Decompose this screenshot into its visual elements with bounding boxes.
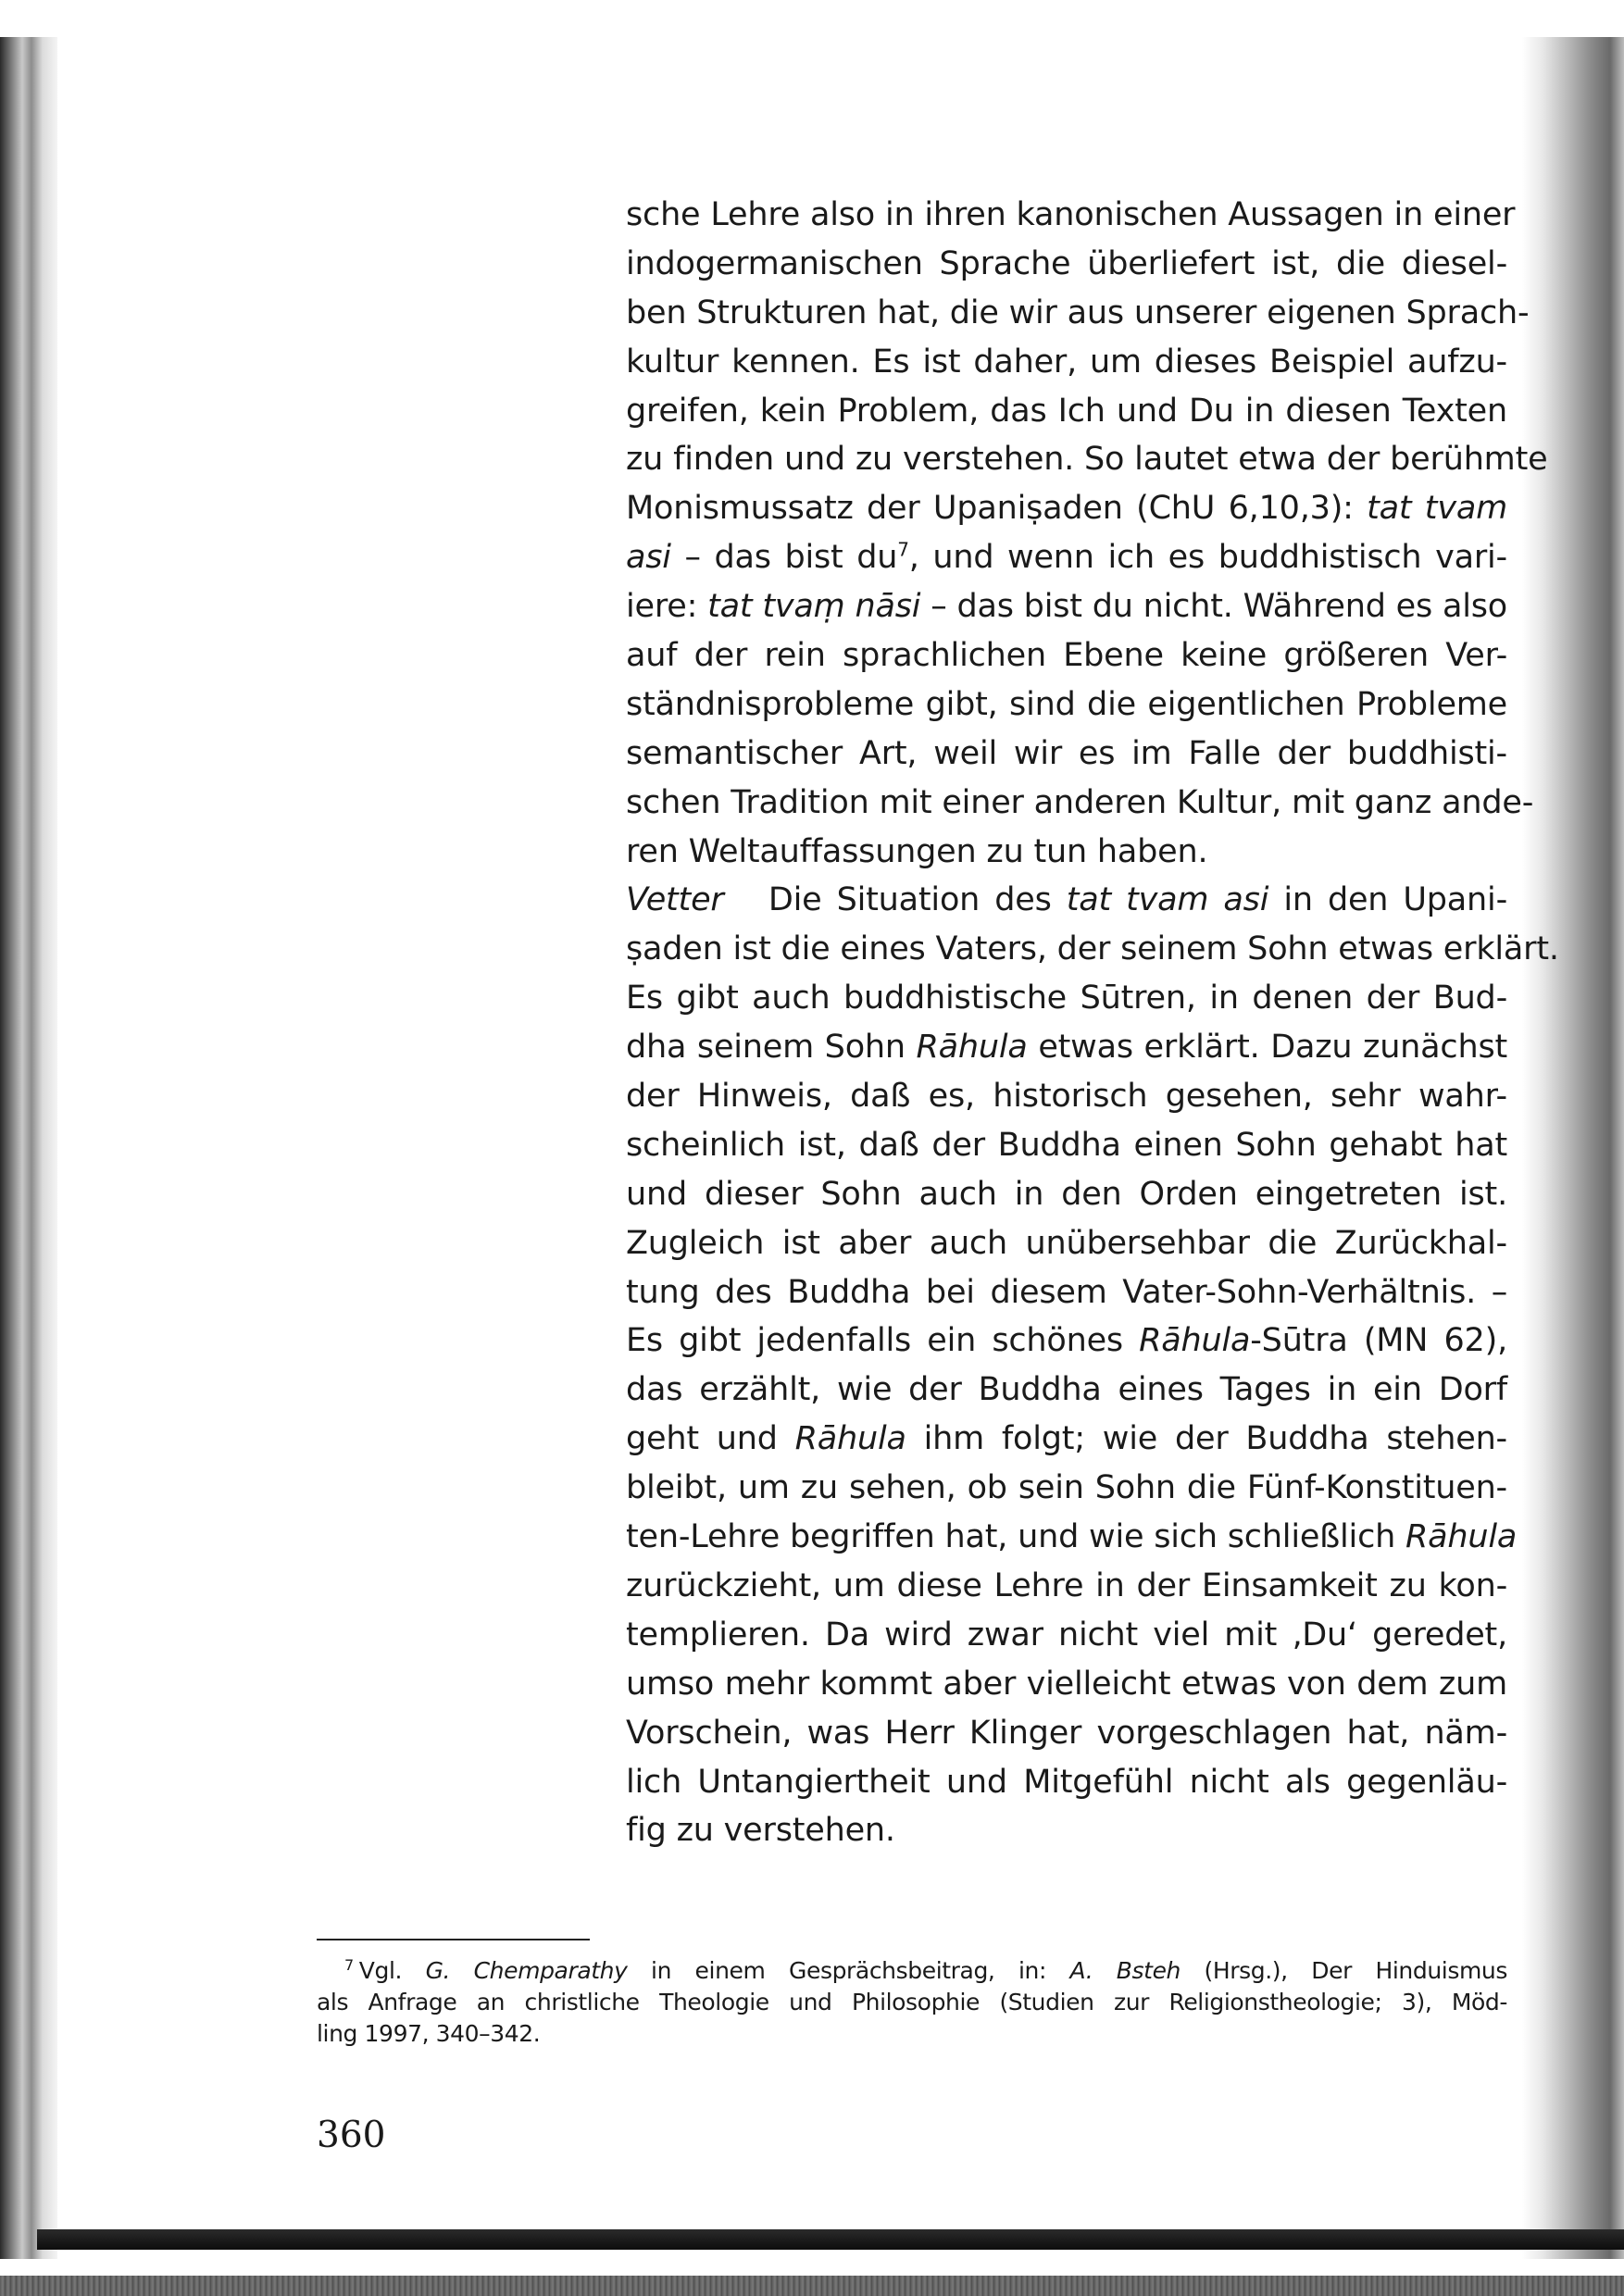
text-line: auf der rein sprachlichen Ebene keine größeren Ver-	[626, 637, 1507, 675]
italic-phrase: Rāhula	[916, 1029, 1028, 1067]
footnote-reference: 7	[897, 538, 909, 561]
text-line: kultur kennen. Es ist daher, um dieses Beispiel aufzu-	[626, 343, 1507, 381]
scan-edge-right	[1522, 37, 1624, 2259]
text-line: Vetter Die Situation des tat tvam asi in den Upani-	[626, 881, 1507, 919]
italic-phrase: tat tvam asi	[1066, 881, 1269, 919]
text-line: zu finden und zu verstehen. So lautet etwa der berühmte	[626, 441, 1548, 479]
text-line: Es gibt auch buddhistische Sūtren, in denen der Bud-	[626, 980, 1507, 1017]
text-line: ständnisprobleme gibt, sind die eigentlichen Probleme	[626, 685, 1507, 723]
speaker-name: Vetter	[626, 881, 724, 919]
text-line: Monismussatz der Upaniṣaden (ChU 6,10,3): tat tvam	[626, 490, 1507, 528]
italic-phrase: Rāhula	[1139, 1322, 1251, 1360]
scan-bottom-strip	[0, 2276, 1624, 2296]
footnote-separator	[317, 1939, 590, 1940]
footnote-line: $^7$ Vgl. G. Chemparathy in einem Gesprächsbeitrag, in: A. Bsteh (Hrsg.), Der Hinduismus	[344, 1955, 1507, 1984]
italic-phrase: asi	[626, 539, 671, 577]
text-line: geht und Rāhula ihm folgt; wie der Buddha stehen-	[626, 1420, 1507, 1458]
footnote-line: ling 1997, 340–342.	[317, 2020, 541, 2047]
author-name: A. Bsteh	[1069, 1957, 1181, 1984]
text-line: asi – das bist $du^7$, und wenn ich es buddhistisch vari-	[626, 538, 1507, 577]
text-line: Zugleich ist aber auch unübersehbar die Zurückhal-	[626, 1224, 1507, 1262]
footnote-marker: 7	[344, 1955, 354, 1974]
page-number: 360	[317, 2115, 386, 2156]
text-line: iere: tat tvaṃ nāsi – das bist du nicht. Während es also	[626, 588, 1507, 626]
text-line: tung des Buddha bei diesem Vater-Sohn-Verhältnis. –	[626, 1273, 1507, 1311]
text-line: indogermanischen Sprache überliefert ist, die diesel-	[626, 244, 1507, 282]
text-line: sche Lehre also in ihren kanonischen Aussagen in einer	[626, 196, 1516, 233]
footnote-line: als Anfrage an christliche Theologie und Philosophie (Studien zur Religionstheologie; 3), Möd-	[317, 1989, 1507, 2015]
text-line: ṣaden ist die eines Vaters, der seinem Sohn etwas erklärt.	[626, 930, 1559, 968]
scan-bottom-shadow	[37, 2229, 1624, 2250]
text-line: und dieser Sohn auch in den Orden eingetreten ist.	[626, 1175, 1507, 1213]
text-line: scheinlich ist, daß der Buddha einen Sohn gehabt hat	[626, 1126, 1507, 1164]
text-line: bleibt, um zu sehen, ob sein Sohn die Fünf-Konstituen-	[626, 1469, 1507, 1507]
text-line: lich Untangiertheit und Mitgefühl nicht als gegenläu-	[626, 1763, 1507, 1801]
text-line: das erzählt, wie der Buddha eines Tages in ein Dorf	[626, 1371, 1507, 1409]
text-line: templieren. Da wird zwar nicht viel mit ‚Du‘ geredet,	[626, 1616, 1507, 1653]
text-line: Es gibt jedenfalls ein schönes Rāhula-Sūtra (MN 62),	[626, 1322, 1507, 1360]
text-line: der Hinweis, daß es, historisch gesehen, sehr wahr-	[626, 1078, 1507, 1116]
text-line: ten-Lehre begriffen hat, und wie sich schließlich Rāhula	[626, 1518, 1518, 1556]
italic-phrase: tat tvaṃ nāsi	[707, 588, 921, 626]
main-text-block	[626, 191, 1559, 1855]
italic-phrase: Rāhula	[794, 1420, 906, 1458]
scan-edge-left	[0, 37, 57, 2259]
text-line: ben Strukturen hat, die wir aus unserer eigenen Sprach-	[626, 293, 1530, 331]
text-line: semantischer Art, weil wir es im Falle der buddhisti-	[626, 734, 1507, 772]
text-line: zurückzieht, um diese Lehre in der Einsamkeit zu kon-	[626, 1566, 1507, 1604]
author-name: G. Chemparathy	[425, 1957, 628, 1984]
text-line: dha seinem Sohn Rāhula etwas erklärt. Dazu zunächst	[626, 1029, 1508, 1067]
text-line: schen Tradition mit einer anderen Kultur, mit ganz ande-	[626, 783, 1534, 821]
text-line: fig zu verstehen.	[626, 1812, 895, 1850]
italic-phrase: Rāhula	[1405, 1518, 1518, 1556]
text-line: Vorschein, was Herr Klinger vorgeschlagen hat, näm-	[626, 1714, 1507, 1752]
text-line: greifen, kein Problem, das Ich und Du in diesen Texten	[626, 392, 1507, 430]
text-line: umso mehr kommt aber vielleicht etwas von dem zum	[626, 1665, 1507, 1703]
footnote	[317, 1955, 1507, 2050]
text-line: ren Weltauffassungen zu tun haben.	[626, 832, 1208, 870]
italic-phrase: tat tvam	[1367, 490, 1507, 528]
